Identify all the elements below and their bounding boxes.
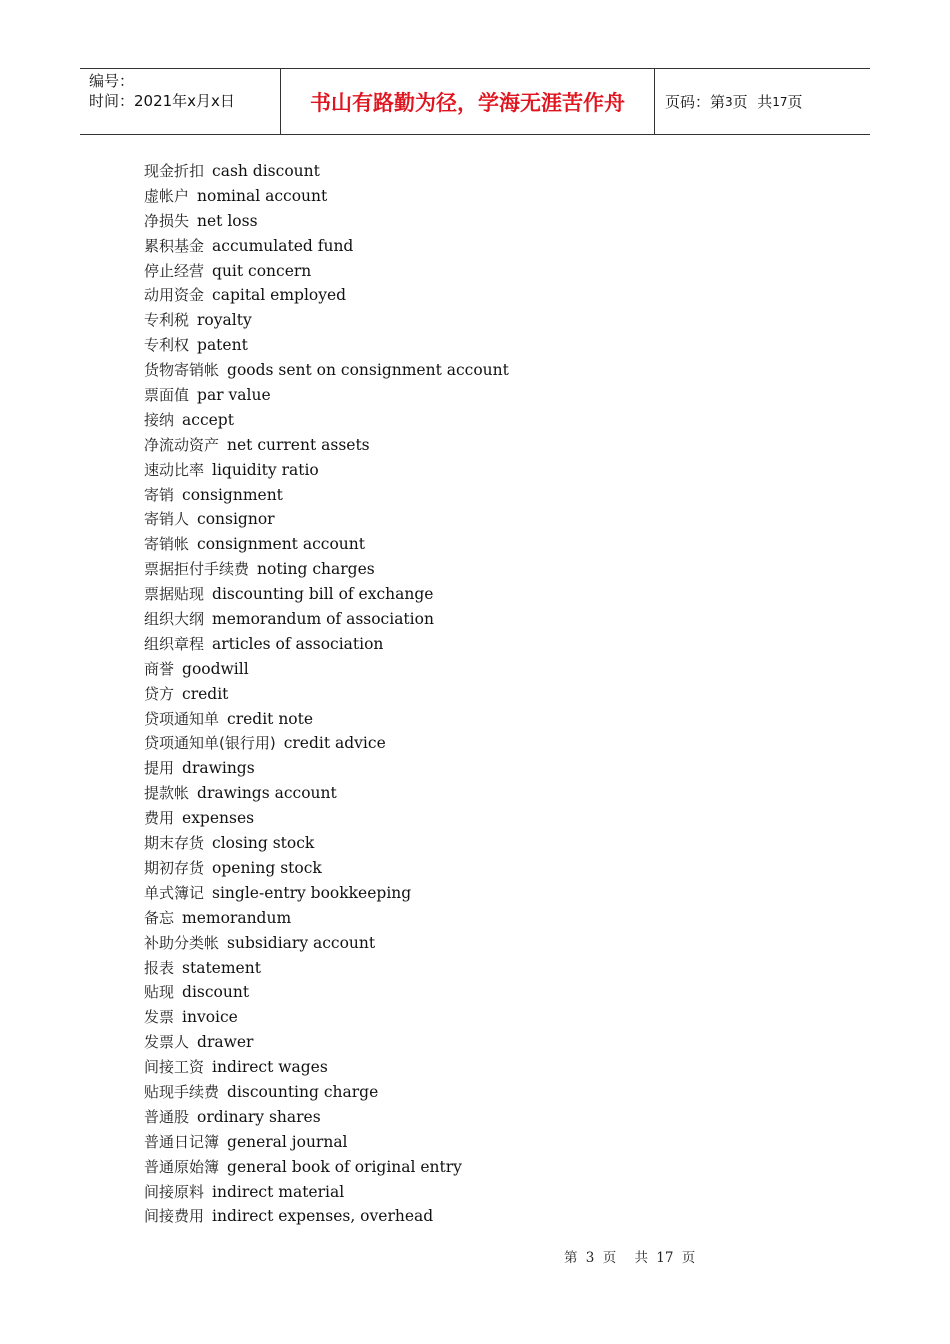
glossary-entry: [144, 707, 509, 732]
entry-english-term: ordinary shares: [197, 1107, 321, 1126]
entry-english-term: net loss: [197, 211, 258, 230]
entry-english-term: discount: [182, 983, 250, 1002]
entry-chinese-term: 累积基金: [144, 236, 205, 255]
entry-english-term: drawer: [197, 1033, 254, 1052]
entry-chinese-term: 备忘: [144, 908, 175, 927]
footer-suffix: 页: [681, 1250, 696, 1266]
entry-chinese-term: 寄销: [144, 485, 175, 504]
glossary-entry: [144, 1105, 509, 1130]
glossary-entry: [144, 283, 509, 308]
document-number-label: 编号：: [89, 72, 135, 90]
glossary-entry: [144, 980, 509, 1005]
glossary-entry: [144, 856, 509, 881]
entry-chinese-term: 票据拒付手续费: [144, 560, 250, 579]
glossary-entry: [144, 507, 509, 532]
entry-english-term: discounting charge: [227, 1082, 379, 1101]
glossary-entry: [144, 906, 509, 931]
entry-chinese-term: 期末存货: [144, 834, 205, 853]
header-meta: [80, 69, 281, 134]
entry-chinese-term: 净损失: [144, 211, 190, 230]
entry-chinese-term: 动用资金: [144, 286, 205, 305]
entry-chinese-term: 报表: [144, 958, 175, 977]
entry-english-term: indirect material: [212, 1182, 345, 1201]
entry-english-term: accept: [182, 410, 234, 429]
glossary-entry: [144, 632, 509, 657]
glossary-entry: [144, 383, 509, 408]
glossary-entry: [144, 731, 509, 756]
entry-chinese-term: 普通股: [144, 1107, 190, 1126]
entry-english-term: consignment account: [197, 535, 365, 554]
entry-english-term: net current assets: [227, 435, 370, 454]
page-mid: 页 共: [732, 93, 773, 111]
entry-chinese-term: 专利权: [144, 336, 190, 355]
entry-chinese-term: 组织章程: [144, 634, 205, 653]
glossary-entry: [144, 1180, 509, 1205]
entry-chinese-term: 虚帐户: [144, 186, 190, 205]
entry-chinese-term: 提用: [144, 759, 175, 778]
page-header: [80, 68, 870, 135]
glossary-entry: [144, 1080, 509, 1105]
glossary-entry: [144, 184, 509, 209]
entry-english-term: goodwill: [182, 659, 249, 678]
page-current: 3: [725, 94, 733, 109]
entry-english-term: articles of association: [212, 634, 384, 653]
entry-chinese-term: 速动比率: [144, 460, 205, 479]
entry-english-term: opening stock: [212, 858, 322, 877]
entry-english-term: discounting bill of exchange: [212, 585, 434, 604]
entry-english-term: memorandum: [182, 908, 292, 927]
entry-english-term: credit: [182, 684, 229, 703]
entry-english-term: accumulated fund: [212, 236, 354, 255]
page-total: 17: [772, 94, 788, 109]
glossary-entry: [144, 557, 509, 582]
glossary-entry: [144, 259, 509, 284]
entry-chinese-term: 单式簿记: [144, 883, 205, 902]
entry-chinese-term: 期初存货: [144, 858, 205, 877]
entry-chinese-term: 发票: [144, 1008, 175, 1027]
document-time-label: 时间：2021年x月x日: [89, 92, 235, 110]
page-prefix: 页码：第: [665, 93, 726, 111]
entry-english-term: single-entry bookkeeping: [212, 883, 412, 902]
glossary-entry: [144, 1005, 509, 1030]
entry-english-term: consignor: [197, 510, 275, 529]
entry-english-term: consignment: [182, 485, 283, 504]
entry-chinese-term: 间接原料: [144, 1182, 205, 1201]
glossary-entry: [144, 408, 509, 433]
glossary-entry: [144, 433, 509, 458]
glossary-entry: [144, 582, 509, 607]
entry-english-term: indirect wages: [212, 1058, 328, 1077]
entry-english-term: quit concern: [212, 261, 312, 280]
page-footer: [564, 1246, 699, 1266]
entry-chinese-term: 接纳: [144, 410, 175, 429]
footer-prefix: 第: [564, 1250, 578, 1266]
entry-english-term: patent: [197, 336, 248, 355]
entry-chinese-term: 间接工资: [144, 1058, 205, 1077]
entry-chinese-term: 提款帐: [144, 784, 190, 803]
glossary-entry: [144, 532, 509, 557]
glossary-entry: [144, 657, 509, 682]
entry-chinese-term: 净流动资产: [144, 435, 220, 454]
entry-chinese-term: 寄销帐: [144, 535, 190, 554]
glossary-list: [144, 159, 509, 1229]
entry-english-term: memorandum of association: [212, 610, 434, 629]
glossary-entry: [144, 1055, 509, 1080]
entry-chinese-term: 贴现手续费: [144, 1082, 220, 1101]
entry-chinese-term: 贷方: [144, 684, 175, 703]
glossary-entry: [144, 483, 509, 508]
header-motto: 书山有路勤为径，学海无涯苦作舟: [281, 69, 655, 134]
entry-chinese-term: 组织大纲: [144, 610, 205, 629]
glossary-entry: [144, 756, 509, 781]
footer-mid1: 页: [602, 1250, 617, 1266]
entry-english-term: credit advice: [283, 734, 386, 753]
entry-english-term: invoice: [182, 1008, 238, 1027]
glossary-entry: [144, 881, 509, 906]
entry-chinese-term: 间接费用: [144, 1207, 205, 1226]
entry-chinese-term: 普通原始簿: [144, 1157, 220, 1176]
entry-english-term: expenses: [182, 809, 255, 828]
entry-chinese-term: 贷项通知单: [144, 709, 220, 728]
entry-chinese-term: 商誉: [144, 659, 175, 678]
entry-chinese-term: 专利税: [144, 311, 190, 330]
glossary-entry: [144, 358, 509, 383]
entry-english-term: royalty: [197, 311, 252, 330]
entry-english-term: general book of original entry: [227, 1157, 462, 1176]
glossary-entry: [144, 682, 509, 707]
glossary-entry: [144, 781, 509, 806]
entry-chinese-term: 票据贴现: [144, 585, 205, 604]
entry-english-term: nominal account: [197, 186, 328, 205]
glossary-entry: [144, 607, 509, 632]
entry-english-term: capital employed: [212, 286, 347, 305]
entry-chinese-term: 费用: [144, 809, 175, 828]
entry-english-term: cash discount: [212, 162, 320, 180]
entry-chinese-term: 货物寄销帐: [144, 361, 220, 380]
entry-english-term: liquidity ratio: [212, 460, 319, 479]
entry-english-term: goods sent on consignment account: [227, 361, 509, 380]
entry-english-term: drawings account: [197, 784, 337, 803]
entry-chinese-term: 寄销人: [144, 510, 190, 529]
entry-english-term: statement: [182, 958, 261, 977]
entry-chinese-term: 发票人: [144, 1033, 190, 1052]
entry-english-term: drawings: [182, 759, 255, 778]
footer-current: 3: [585, 1250, 595, 1266]
header-page-indicator: [655, 69, 870, 134]
page-suffix: 页: [787, 93, 803, 111]
glossary-entry: [144, 806, 509, 831]
entry-english-term: par value: [197, 386, 271, 405]
glossary-entry: [144, 308, 509, 333]
entry-chinese-term: 票面值: [144, 386, 190, 405]
entry-chinese-term: 贴现: [144, 983, 175, 1002]
entry-chinese-term: 补助分类帐: [144, 933, 220, 952]
glossary-entry: [144, 458, 509, 483]
glossary-entry: [144, 1030, 509, 1055]
entry-chinese-term: 停止经营: [144, 261, 205, 280]
footer-total: 17: [656, 1250, 674, 1266]
glossary-entry: [144, 1204, 509, 1229]
glossary-entry: [144, 209, 509, 234]
glossary-entry: [144, 333, 509, 358]
entry-english-term: closing stock: [212, 834, 315, 853]
entry-english-term: subsidiary account: [227, 933, 376, 952]
footer-mid2: 共: [634, 1250, 648, 1266]
entry-english-term: general journal: [227, 1132, 348, 1151]
entry-chinese-term: 现金折扣: [144, 162, 205, 180]
entry-english-term: credit note: [227, 709, 314, 728]
glossary-entry: [144, 831, 509, 856]
glossary-entry: [144, 234, 509, 259]
glossary-entry: [144, 956, 509, 981]
entry-chinese-term: 贷项通知单(银行用): [144, 734, 276, 753]
entry-english-term: indirect expenses, overhead: [212, 1207, 434, 1226]
glossary-entry: [144, 931, 509, 956]
entry-english-term: noting charges: [257, 560, 375, 579]
glossary-entry: [144, 159, 509, 184]
glossary-entry: [144, 1130, 509, 1155]
glossary-entry: [144, 1155, 509, 1180]
entry-chinese-term: 普通日记簿: [144, 1132, 220, 1151]
